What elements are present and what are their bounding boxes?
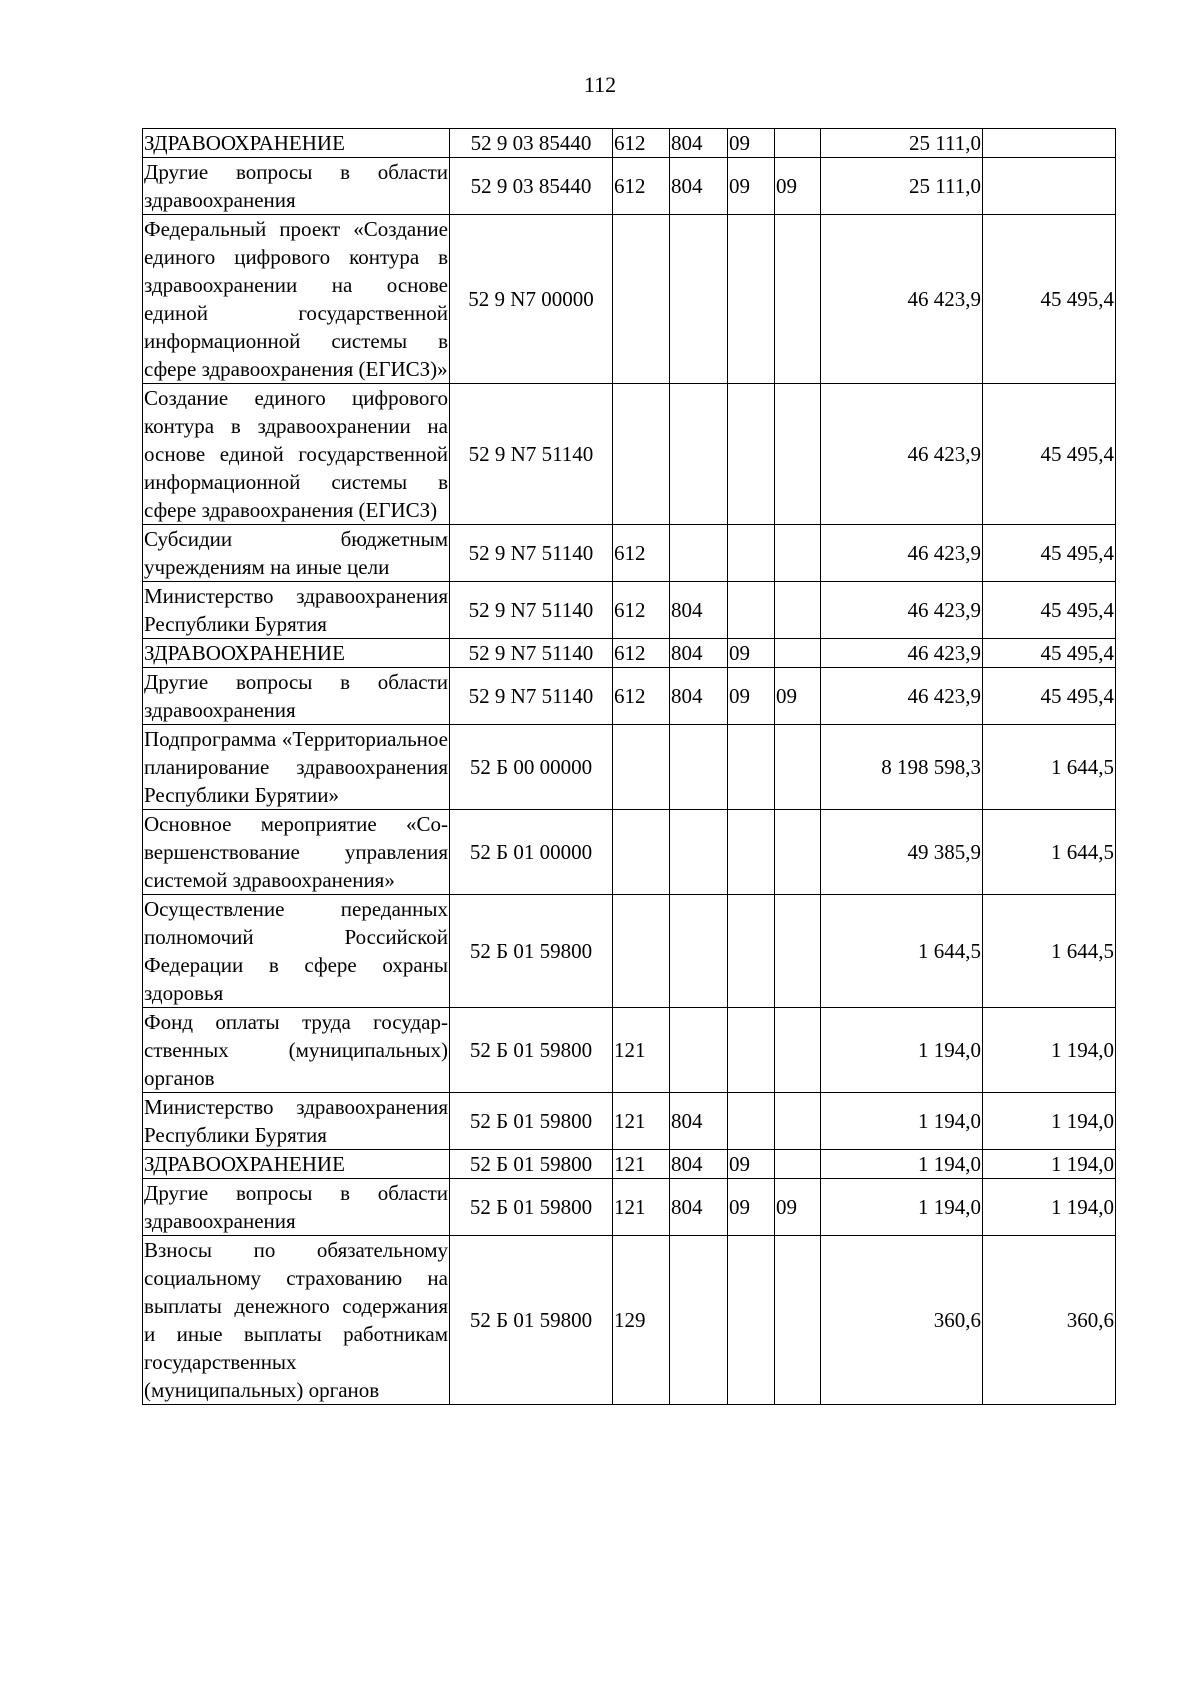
cell-amount-2: 45 495,4 (983, 384, 1116, 525)
budget-table (142, 128, 1116, 1405)
table-row (143, 639, 1116, 668)
cell-subsection: 09 (775, 668, 821, 725)
cell-target-article: 52 9 N7 51140 (450, 525, 613, 582)
cell-subsection: 09 (775, 158, 821, 215)
table-row (143, 582, 1116, 639)
cell-expense-type: 612 (613, 158, 670, 215)
cell-subsection (775, 525, 821, 582)
cell-amount-1: 49 385,9 (821, 810, 983, 895)
cell-expense-type: 612 (613, 668, 670, 725)
cell-amount-1: 46 423,9 (821, 668, 983, 725)
cell-ministry-code: 804 (670, 639, 728, 668)
cell-subsection (775, 1008, 821, 1093)
cell-ministry-code (670, 215, 728, 384)
cell-expense-type: 612 (613, 525, 670, 582)
cell-subsection (775, 215, 821, 384)
cell-subsection (775, 129, 821, 158)
cell-amount-1: 1 194,0 (821, 1008, 983, 1093)
cell-ministry-code (670, 525, 728, 582)
cell-ministry-code (670, 725, 728, 810)
cell-target-article: 52 Б 00 00000 (450, 725, 613, 810)
cell-name: Другие вопросы в области здравоохранения (143, 1179, 450, 1236)
cell-amount-2: 1 194,0 (983, 1179, 1116, 1236)
cell-expense-type (613, 725, 670, 810)
cell-section (728, 1236, 775, 1405)
cell-section (728, 384, 775, 525)
cell-amount-2: 1 644,5 (983, 725, 1116, 810)
cell-expense-type: 612 (613, 129, 670, 158)
cell-amount-2: 45 495,4 (983, 525, 1116, 582)
cell-name: Создание единого цифрового контура в здравоохранении на основе единой государственной информационной системы в сфере здравоохранения (ЕГИСЗ) (143, 384, 450, 525)
cell-section (728, 1008, 775, 1093)
cell-ministry-code (670, 1236, 728, 1405)
cell-section (728, 725, 775, 810)
cell-section: 09 (728, 129, 775, 158)
table-row (143, 384, 1116, 525)
page-number: 112 (583, 72, 617, 97)
table-row (143, 668, 1116, 725)
cell-ministry-code: 804 (670, 129, 728, 158)
table-row (143, 1179, 1116, 1236)
cell-ministry-code (670, 1008, 728, 1093)
cell-expense-type: 121 (613, 1150, 670, 1179)
cell-amount-2: 1 194,0 (983, 1093, 1116, 1150)
cell-name: Осуществление переданных полномочий Российской Федерации в сфере охраны здоровья (143, 895, 450, 1008)
cell-expense-type: 121 (613, 1179, 670, 1236)
cell-expense-type (613, 810, 670, 895)
cell-expense-type: 129 (613, 1236, 670, 1405)
cell-section (728, 895, 775, 1008)
cell-amount-1: 46 423,9 (821, 639, 983, 668)
cell-amount-1: 1 194,0 (821, 1150, 983, 1179)
cell-amount-2: 1 644,5 (983, 810, 1116, 895)
cell-target-article: 52 9 03 85440 (450, 129, 613, 158)
cell-section: 09 (728, 1179, 775, 1236)
cell-section: 09 (728, 639, 775, 668)
cell-subsection (775, 639, 821, 668)
cell-subsection (775, 810, 821, 895)
cell-subsection: 09 (775, 1179, 821, 1236)
cell-expense-type: 121 (613, 1093, 670, 1150)
cell-expense-type (613, 895, 670, 1008)
cell-expense-type: 612 (613, 639, 670, 668)
cell-name: Субсидии бюджетным учреждениям на иные цели (143, 525, 450, 582)
cell-amount-1: 46 423,9 (821, 215, 983, 384)
cell-ministry-code: 804 (670, 668, 728, 725)
cell-section: 09 (728, 1150, 775, 1179)
cell-name: Федеральный проект «Создание единого цифрового контура в здравоохранении на основе единой государственной информационной системы в сфере здравоохранения (ЕГИСЗ)» (143, 215, 450, 384)
cell-section: 09 (728, 158, 775, 215)
cell-expense-type (613, 384, 670, 525)
cell-amount-2: 45 495,4 (983, 582, 1116, 639)
cell-section (728, 525, 775, 582)
cell-section (728, 582, 775, 639)
cell-name: ЗДРАВООХРАНЕНИЕ (143, 129, 450, 158)
cell-ministry-code: 804 (670, 1179, 728, 1236)
cell-expense-type: 121 (613, 1008, 670, 1093)
cell-amount-1: 46 423,9 (821, 525, 983, 582)
cell-target-article: 52 9 N7 51140 (450, 668, 613, 725)
cell-section: 09 (728, 668, 775, 725)
table-row (143, 1236, 1116, 1405)
cell-section (728, 810, 775, 895)
cell-name: Другие вопросы в области здравоохранения (143, 158, 450, 215)
cell-target-article: 52 9 N7 51140 (450, 639, 613, 668)
cell-ministry-code (670, 384, 728, 525)
cell-ministry-code (670, 810, 728, 895)
table-row (143, 158, 1116, 215)
cell-amount-2: 360,6 (983, 1236, 1116, 1405)
cell-subsection (775, 1150, 821, 1179)
cell-target-article: 52 9 N7 00000 (450, 215, 613, 384)
cell-amount-1: 46 423,9 (821, 384, 983, 525)
cell-amount-1: 25 111,0 (821, 158, 983, 215)
cell-target-article: 52 Б 01 59800 (450, 1008, 613, 1093)
table-row (143, 725, 1116, 810)
cell-ministry-code: 804 (670, 158, 728, 215)
cell-amount-1: 1 644,5 (821, 895, 983, 1008)
cell-section (728, 215, 775, 384)
cell-section (728, 1093, 775, 1150)
cell-subsection (775, 1093, 821, 1150)
cell-amount-2: 1 194,0 (983, 1008, 1116, 1093)
table-row (143, 525, 1116, 582)
cell-name: Министерство здравоохранения Республики Бурятия (143, 1093, 450, 1150)
cell-ministry-code (670, 895, 728, 1008)
cell-target-article: 52 9 N7 51140 (450, 582, 613, 639)
cell-amount-2: 1 194,0 (983, 1150, 1116, 1179)
cell-ministry-code: 804 (670, 1150, 728, 1179)
cell-name: ЗДРАВООХРАНЕНИЕ (143, 1150, 450, 1179)
cell-name: Подпрограмма «Территориальное планирование здравоохранения Республики Бурятии» (143, 725, 450, 810)
cell-target-article: 52 Б 01 59800 (450, 1179, 613, 1236)
cell-target-article: 52 Б 01 00000 (450, 810, 613, 895)
cell-amount-2: 45 495,4 (983, 639, 1116, 668)
cell-name: Взносы по обязательному социальному страхованию на выплаты денежного содержания и иные выплаты работникам государственных (муниципальных) органов (143, 1236, 450, 1405)
cell-amount-2: 45 495,4 (983, 668, 1116, 725)
cell-amount-1: 360,6 (821, 1236, 983, 1405)
cell-target-article: 52 Б 01 59800 (450, 1150, 613, 1179)
cell-amount-1: 8 198 598,3 (821, 725, 983, 810)
cell-amount-2 (983, 158, 1116, 215)
table-row (143, 895, 1116, 1008)
table-row (143, 129, 1116, 158)
table-row (143, 1008, 1116, 1093)
cell-ministry-code: 804 (670, 582, 728, 639)
cell-subsection (775, 895, 821, 1008)
cell-target-article: 52 9 N7 51140 (450, 384, 613, 525)
cell-name: Основное мероприятие «Совершенствование управления системой здравоохранения» (143, 810, 450, 895)
cell-subsection (775, 384, 821, 525)
cell-name: ЗДРАВООХРАНЕНИЕ (143, 639, 450, 668)
table-row (143, 1093, 1116, 1150)
cell-amount-2: 45 495,4 (983, 215, 1116, 384)
cell-amount-1: 25 111,0 (821, 129, 983, 158)
cell-name: Фонд оплаты труда государственных (муниципальных) органов (143, 1008, 450, 1093)
cell-amount-1: 1 194,0 (821, 1179, 983, 1236)
cell-expense-type: 612 (613, 582, 670, 639)
cell-target-article: 52 Б 01 59800 (450, 1093, 613, 1150)
cell-subsection (775, 725, 821, 810)
cell-amount-1: 1 194,0 (821, 1093, 983, 1150)
cell-ministry-code: 804 (670, 1093, 728, 1150)
cell-target-article: 52 9 03 85440 (450, 158, 613, 215)
table-row (143, 215, 1116, 384)
table-body (143, 129, 1116, 1405)
cell-amount-2 (983, 129, 1116, 158)
cell-target-article: 52 Б 01 59800 (450, 1236, 613, 1405)
cell-amount-2: 1 644,5 (983, 895, 1116, 1008)
cell-name: Министерство здравоохранения Республики Бурятия (143, 582, 450, 639)
cell-expense-type (613, 215, 670, 384)
cell-target-article: 52 Б 01 59800 (450, 895, 613, 1008)
cell-name: Другие вопросы в области здравоохранения (143, 668, 450, 725)
table-row (143, 810, 1116, 895)
table-row (143, 1150, 1116, 1179)
cell-subsection (775, 582, 821, 639)
cell-subsection (775, 1236, 821, 1405)
cell-amount-1: 46 423,9 (821, 582, 983, 639)
